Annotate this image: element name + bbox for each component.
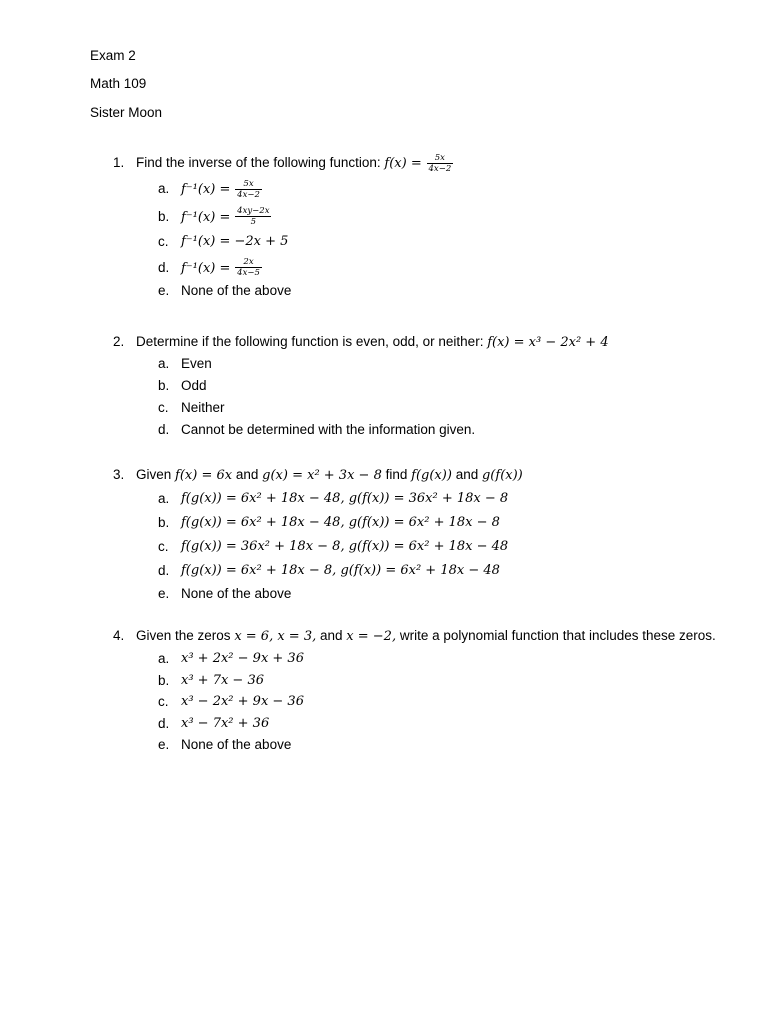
answer-option[interactable]: d. f⁻¹(x) = $\frac{2x}{4x-5}$ (158, 257, 260, 279)
option-letter: a. (158, 491, 170, 506)
question-prompt (113, 152, 733, 174)
answer-option[interactable]: b. f(g(x)) = 6x² + 18x − 48, g(f(x)) = 6x² + 18x − 8 (113, 511, 733, 535)
option-letter: c. (158, 539, 169, 554)
answer-option[interactable]: c. f(g(x)) = 36x² + 18x − 8, g(f(x)) = 6x² + 18x − 48 (113, 535, 733, 559)
fraction: $\frac{2x}{4x-5}$ (237, 257, 260, 279)
function-expression: f(x) = x³ − 2x² + 4 (487, 335, 609, 350)
question-text: Find the inverse of the following function: f(x) = $\frac{5x}{4x-2}$ (136, 152, 452, 174)
option-letter: a. (158, 651, 170, 666)
option-letter: d. (158, 715, 170, 731)
option-letter: d. (158, 422, 170, 437)
answer-option[interactable]: d. Cannot be determined with the information given. (113, 419, 733, 441)
option-letter: a. (158, 356, 170, 371)
exam-title: Exam 2 (90, 48, 136, 63)
fraction: $\frac{5x}{4x-2}$ (428, 152, 452, 174)
question-1 (113, 152, 733, 302)
question-number: 1. (113, 155, 125, 170)
question-text: Given the zeros x = 6, x = 3, and x = −2, write a polynomial function that includes these zeros. (136, 628, 716, 644)
option-letter: d. (158, 259, 170, 275)
answer-option[interactable]: c. f⁻¹(x) = −2x + 5 (113, 231, 733, 253)
function-expression: g(f(x)) (481, 468, 523, 483)
question-2 (113, 331, 733, 441)
function-expression: x = 6, x = 3, (234, 629, 317, 644)
answer-option[interactable]: e. None of the above (113, 583, 733, 605)
question-4 (113, 625, 733, 756)
answer-option[interactable]: a. f⁻¹(x) = $\frac{5x}{4x-2}$ (158, 178, 260, 200)
option-letter: e. (158, 737, 170, 752)
answer-option[interactable]: a. x³ + 2x² − 9x + 36 (113, 648, 733, 670)
option-letter: c. (158, 234, 169, 249)
question-prompt (113, 331, 733, 353)
answer-option[interactable]: b. x³ + 7x − 36 (113, 670, 733, 692)
answer-option[interactable]: a. Even (113, 353, 733, 375)
question-number: 2. (113, 334, 125, 349)
answer-option[interactable]: e. None of the above (113, 280, 733, 302)
question-prompt (113, 625, 733, 648)
question-number: 4. (113, 628, 125, 643)
option-letter: b. (158, 515, 170, 530)
function-expression: f(x) = 6x (175, 468, 233, 483)
function-expression: x = −2, (346, 629, 397, 644)
answer-option[interactable]: d. x³ − 7x² + 36 (113, 713, 733, 735)
question-number: 3. (113, 467, 125, 482)
fraction: $\frac{5x}{4x-2}$ (237, 178, 260, 200)
option-letter: c. (158, 400, 169, 415)
option-letter: e. (158, 586, 170, 601)
answer-option[interactable]: d. f(g(x)) = 6x² + 18x − 8, g(f(x)) = 6x² + 18x − 48 (113, 559, 733, 583)
option-letter: c. (158, 694, 169, 709)
option-letter: b. (158, 378, 170, 393)
option-letter: b. (158, 208, 170, 224)
instructor-name: Sister Moon (90, 105, 163, 120)
answer-option[interactable]: b. f⁻¹(x) = $\frac{4xy-2x}{5}$ (158, 206, 270, 228)
answer-option[interactable]: c. x³ − 2x² + 9x − 36 (113, 691, 733, 713)
question-text: Given f(x) = 6x and g(x) = x² + 3x − 8 find f(g(x)) and g(f(x)) (136, 467, 523, 483)
function-expression: f(x) = (384, 156, 422, 171)
answer-option[interactable]: c. Neither (113, 397, 733, 419)
course-name: Math 109 (90, 76, 147, 91)
question-prompt (113, 464, 733, 486)
question-text: Determine if the following function is even, odd, or neither: f(x) = x³ − 2x² + 4 (136, 334, 609, 350)
question-3 (113, 464, 733, 605)
option-letter: e. (158, 283, 170, 298)
option-letter: b. (158, 672, 170, 688)
option-letter: d. (158, 563, 170, 578)
answer-option[interactable]: a. f(g(x)) = 6x² + 18x − 48, g(f(x)) = 36x² + 18x − 8 (113, 487, 733, 511)
function-expression: g(x) = x² + 3x − 8 (262, 468, 382, 483)
option-letter: a. (158, 181, 170, 196)
answer-option[interactable]: e. None of the above (113, 734, 733, 756)
fraction: $\frac{4xy-2x}{5}$ (237, 206, 270, 228)
function-expression: f(g(x)) (411, 468, 452, 483)
answer-option[interactable]: b. Odd (113, 375, 733, 397)
